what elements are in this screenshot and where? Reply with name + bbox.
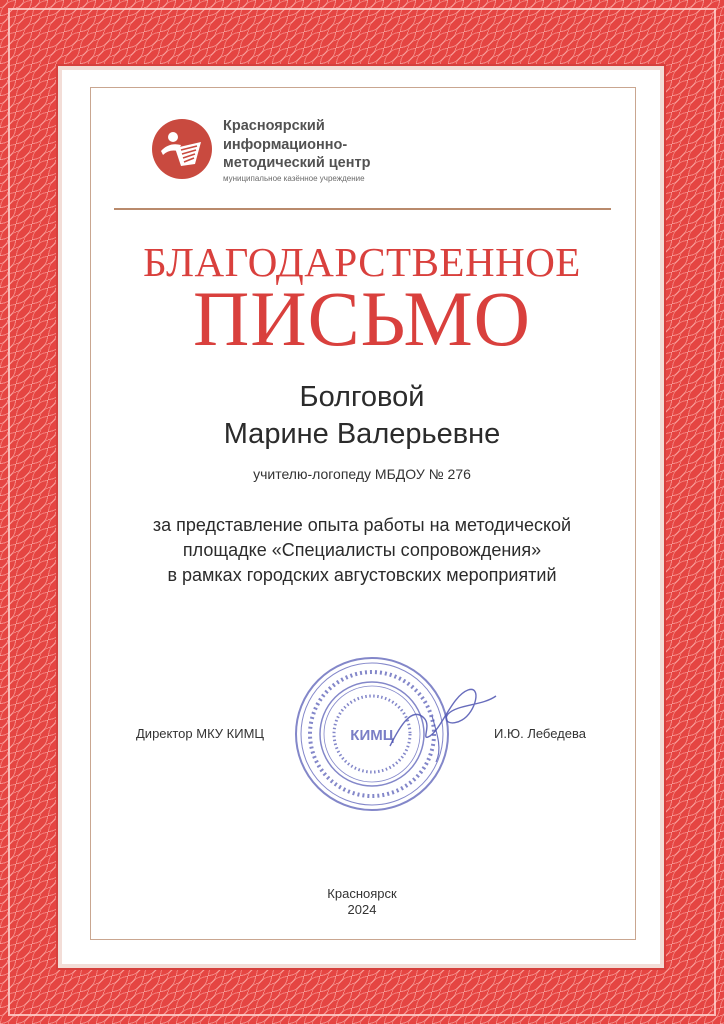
signatory-title: Директор МКУ КИМЦ xyxy=(136,726,265,741)
letter-title-line2: ПИСЬМО xyxy=(192,275,532,362)
handwritten-signature xyxy=(372,676,502,766)
organization-name-line: Красноярский xyxy=(223,118,325,134)
award-reason-line: в рамках городских августовских мероприятий xyxy=(167,565,557,585)
organization-name-line: информационно- xyxy=(223,136,348,153)
award-reason-line: площадке «Специалисты сопровождения» xyxy=(182,540,542,560)
recipient-given-names: Марине Валерьевне xyxy=(223,418,501,450)
signatory-name: И.Ю. Лебедева xyxy=(494,726,586,741)
recipient-surname: Болговой xyxy=(299,381,425,413)
stamp-center-text: КИМЦ xyxy=(350,727,394,744)
organization-name-line: методический центр xyxy=(223,155,371,171)
award-reason-line: за представление опыта работы на методической xyxy=(152,515,572,535)
issue-year: 2024 xyxy=(347,902,377,917)
issue-city: Красноярск xyxy=(327,886,397,901)
kimc-logo-icon xyxy=(151,118,213,180)
organization-name xyxy=(223,117,370,173)
organization-subtitle: муниципальное казённое учреждение xyxy=(223,174,365,183)
issue-place-date xyxy=(90,886,634,918)
letter-title-line1: БЛАГОДАРСТВЕННОЕ xyxy=(143,239,581,285)
recipient-position: учителю-логопеду МБДОУ № 276 xyxy=(253,466,471,482)
header-divider xyxy=(114,208,611,210)
award-reason xyxy=(90,513,634,588)
